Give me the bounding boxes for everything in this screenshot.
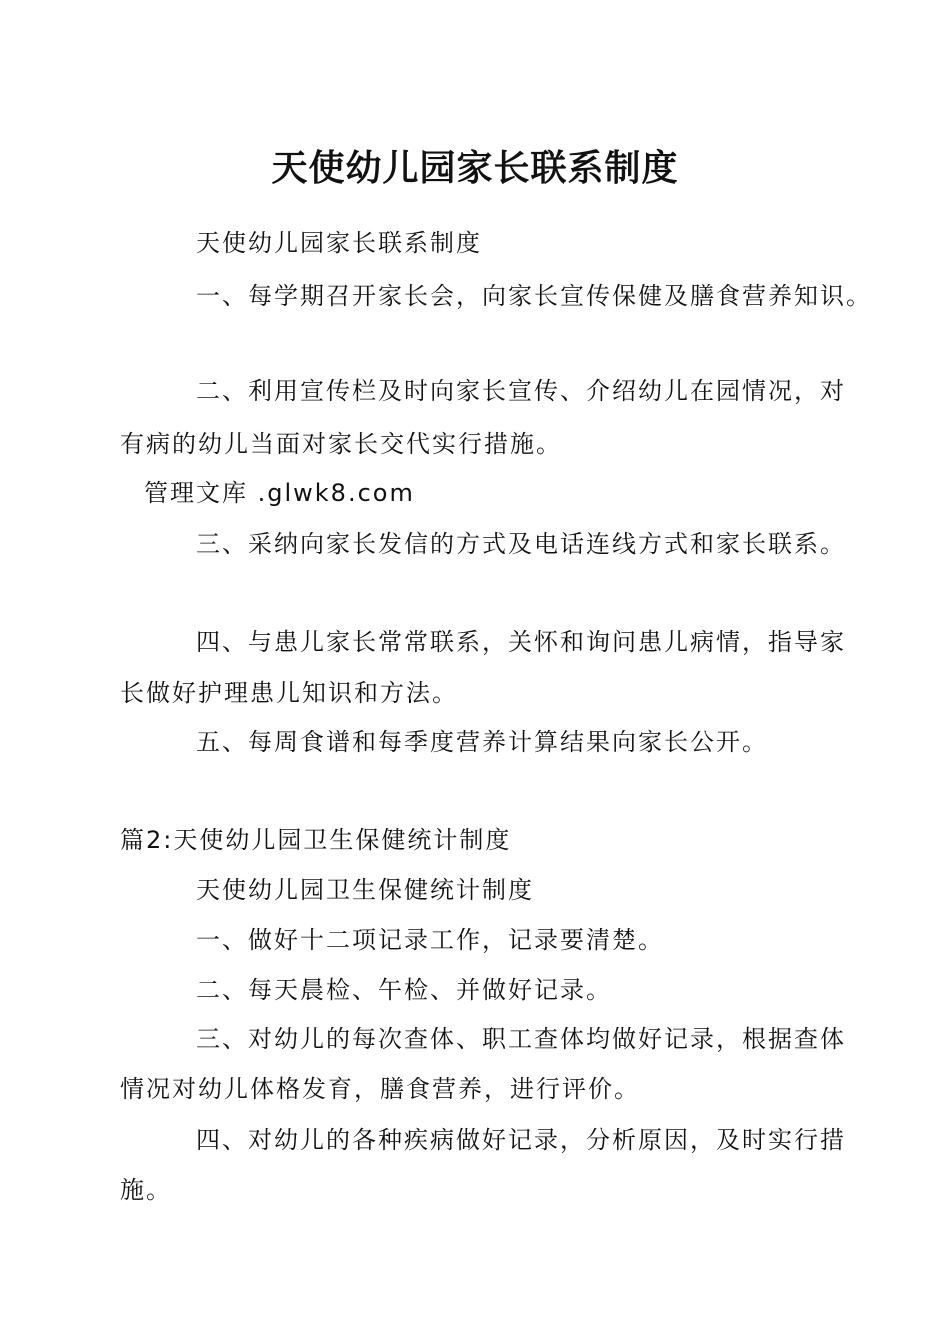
section1-item4-line2: 长做好护理患儿知识和方法。 [120, 679, 458, 707]
section1-heading: 天使幼儿园家长联系制度 [196, 229, 482, 257]
section2-item3-line2: 情况对幼儿体格发育，膳食营养，进行评价。 [120, 1075, 640, 1103]
document-title: 天使幼儿园家长联系制度 [271, 147, 679, 189]
section2-item2: 二、每天晨检、午检、并做好记录。 [196, 976, 612, 1004]
section2-item3-line1: 三、对幼儿的每次查体、职工查体均做好记录，根据查体 [196, 1025, 846, 1053]
section1-item3: 三、采纳向家长发信的方式及电话连线方式和家长联系。 [196, 530, 846, 558]
watermark-text [144, 478, 415, 508]
section2-item4-line1: 四、对幼儿的各种疾病做好记录，分析原因，及时实行措 [196, 1126, 846, 1154]
section1-item2-line1: 二、利用宣传栏及时向家长宣传、介绍幼儿在园情况，对 [196, 377, 846, 405]
section2-heading: 天使幼儿园卫生保健统计制度 [196, 876, 534, 904]
watermark-text-content: 管理文库 .glwk8.com [144, 479, 415, 507]
section1-item1: 一、每学期召开家长会，向家长宣传保健及膳食营养知识。 [196, 282, 872, 310]
section2-item1: 一、做好十二项记录工作，记录要清楚。 [196, 926, 664, 954]
section2-item4-line2: 施。 [120, 1176, 172, 1204]
section1-item5: 五、每周食谱和每季度营养计算结果向家长公开。 [196, 728, 768, 756]
section1-item2-line2: 有病的幼儿当面对家长交代实行措施。 [120, 430, 562, 458]
section1-item4-line1: 四、与患儿家长常常联系，关怀和询问患儿病情，指导家 [196, 628, 846, 656]
section2-label: 篇2:天使幼儿园卫生保健统计制度 [120, 826, 512, 854]
